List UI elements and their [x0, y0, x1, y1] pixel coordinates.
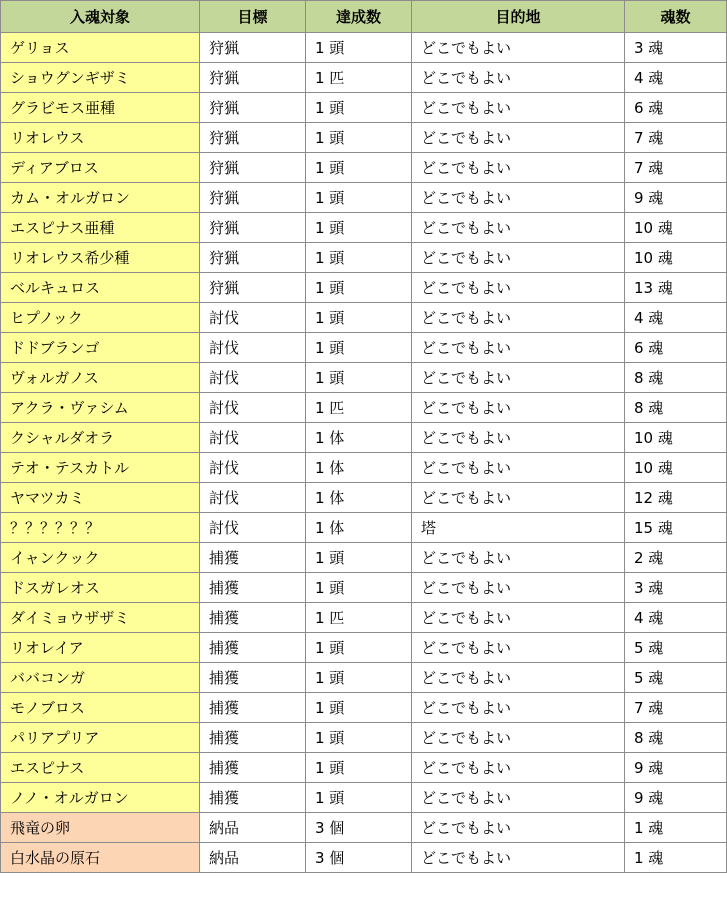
cell-count: 1 頭: [306, 243, 412, 273]
cell-destination: どこでもよい: [412, 243, 625, 273]
cell-count: 1 頭: [306, 123, 412, 153]
cell-souls: 9 魂: [625, 783, 727, 813]
cell-destination: どこでもよい: [412, 33, 625, 63]
cell-target: アクラ・ヴァシム: [1, 393, 200, 423]
cell-count: 1 頭: [306, 303, 412, 333]
cell-destination: どこでもよい: [412, 603, 625, 633]
cell-goal: 捕獲: [200, 693, 306, 723]
cell-goal: 討伐: [200, 483, 306, 513]
cell-goal: 討伐: [200, 333, 306, 363]
table-row: [1, 663, 727, 693]
header-goal: 目標: [200, 1, 306, 33]
cell-souls: 9 魂: [625, 183, 727, 213]
cell-target: ショウグンギザミ: [1, 63, 200, 93]
cell-count: 1 頭: [306, 633, 412, 663]
cell-destination: どこでもよい: [412, 693, 625, 723]
header-souls: 魂数: [625, 1, 727, 33]
cell-goal: 捕獲: [200, 633, 306, 663]
cell-target: テオ・テスカトル: [1, 453, 200, 483]
cell-souls: 3 魂: [625, 33, 727, 63]
cell-destination: どこでもよい: [412, 453, 625, 483]
cell-target: エスピナス亜種: [1, 213, 200, 243]
cell-target: イャンクック: [1, 543, 200, 573]
table-row: [1, 513, 727, 543]
cell-target: ゲリョス: [1, 33, 200, 63]
cell-destination: どこでもよい: [412, 153, 625, 183]
cell-destination: どこでもよい: [412, 813, 625, 843]
header-row: [1, 1, 727, 33]
cell-target: ヤマツカミ: [1, 483, 200, 513]
cell-souls: 13 魂: [625, 273, 727, 303]
cell-goal: 討伐: [200, 303, 306, 333]
cell-goal: 捕獲: [200, 723, 306, 753]
cell-goal: 捕獲: [200, 663, 306, 693]
cell-souls: 10 魂: [625, 213, 727, 243]
cell-target: カム・オルガロン: [1, 183, 200, 213]
table-row: [1, 843, 727, 873]
cell-target: クシャルダオラ: [1, 423, 200, 453]
cell-goal: 狩猟: [200, 123, 306, 153]
cell-goal: 捕獲: [200, 753, 306, 783]
cell-target: ダイミョウザザミ: [1, 603, 200, 633]
cell-souls: 7 魂: [625, 153, 727, 183]
table-row: [1, 33, 727, 63]
cell-souls: 4 魂: [625, 63, 727, 93]
cell-destination: どこでもよい: [412, 573, 625, 603]
table-row: [1, 153, 727, 183]
cell-count: 1 体: [306, 423, 412, 453]
table-row: [1, 183, 727, 213]
cell-target: エスピナス: [1, 753, 200, 783]
cell-count: 1 頭: [306, 333, 412, 363]
cell-souls: 10 魂: [625, 453, 727, 483]
cell-count: 1 頭: [306, 183, 412, 213]
cell-goal: 討伐: [200, 453, 306, 483]
cell-goal: 討伐: [200, 393, 306, 423]
cell-souls: 6 魂: [625, 93, 727, 123]
cell-count: 1 頭: [306, 663, 412, 693]
cell-goal: 討伐: [200, 423, 306, 453]
table-row: [1, 543, 727, 573]
cell-goal: 狩猟: [200, 93, 306, 123]
cell-souls: 7 魂: [625, 693, 727, 723]
table-row: [1, 783, 727, 813]
cell-count: 1 体: [306, 453, 412, 483]
cell-souls: 9 魂: [625, 753, 727, 783]
cell-count: 1 頭: [306, 693, 412, 723]
cell-destination: どこでもよい: [412, 663, 625, 693]
cell-target: ヒプノック: [1, 303, 200, 333]
header-target: 入魂対象: [1, 1, 200, 33]
cell-target: ババコンガ: [1, 663, 200, 693]
table-row: [1, 573, 727, 603]
cell-destination: どこでもよい: [412, 333, 625, 363]
table-row: [1, 753, 727, 783]
cell-count: 1 匹: [306, 393, 412, 423]
cell-target: ヴォルガノス: [1, 363, 200, 393]
cell-destination: どこでもよい: [412, 753, 625, 783]
cell-goal: 捕獲: [200, 543, 306, 573]
cell-destination: どこでもよい: [412, 123, 625, 153]
table-row: [1, 213, 727, 243]
cell-goal: 捕獲: [200, 603, 306, 633]
cell-goal: 討伐: [200, 363, 306, 393]
cell-souls: 5 魂: [625, 663, 727, 693]
cell-destination: どこでもよい: [412, 93, 625, 123]
cell-destination: どこでもよい: [412, 303, 625, 333]
cell-destination: どこでもよい: [412, 273, 625, 303]
cell-destination: どこでもよい: [412, 213, 625, 243]
cell-target: ディアブロス: [1, 153, 200, 183]
cell-goal: 狩猟: [200, 33, 306, 63]
cell-target: モノブロス: [1, 693, 200, 723]
cell-target: ドスガレオス: [1, 573, 200, 603]
table-row: [1, 363, 727, 393]
cell-goal: 狩猟: [200, 63, 306, 93]
cell-goal: 納品: [200, 843, 306, 873]
cell-target: 飛竜の卵: [1, 813, 200, 843]
cell-target: ベルキュロス: [1, 273, 200, 303]
cell-count: 1 頭: [306, 363, 412, 393]
cell-goal: 捕獲: [200, 783, 306, 813]
cell-destination: 塔: [412, 513, 625, 543]
cell-destination: どこでもよい: [412, 423, 625, 453]
table-row: [1, 813, 727, 843]
cell-souls: 2 魂: [625, 543, 727, 573]
table-row: [1, 63, 727, 93]
table-row: [1, 423, 727, 453]
cell-goal: 捕獲: [200, 573, 306, 603]
cell-destination: どこでもよい: [412, 633, 625, 663]
cell-count: 1 頭: [306, 783, 412, 813]
cell-count: 1 体: [306, 483, 412, 513]
cell-souls: 10 魂: [625, 243, 727, 273]
cell-target: ノノ・オルガロン: [1, 783, 200, 813]
table-row: [1, 483, 727, 513]
cell-destination: どこでもよい: [412, 363, 625, 393]
cell-count: 1 体: [306, 513, 412, 543]
table-row: [1, 93, 727, 123]
cell-count: 1 頭: [306, 93, 412, 123]
table-row: [1, 333, 727, 363]
cell-destination: どこでもよい: [412, 393, 625, 423]
cell-souls: 3 魂: [625, 573, 727, 603]
cell-destination: どこでもよい: [412, 63, 625, 93]
cell-goal: 狩猟: [200, 243, 306, 273]
table-row: [1, 273, 727, 303]
cell-target: グラビモス亜種: [1, 93, 200, 123]
cell-souls: 6 魂: [625, 333, 727, 363]
cell-target: リオレイア: [1, 633, 200, 663]
cell-souls: 1 魂: [625, 813, 727, 843]
cell-destination: どこでもよい: [412, 723, 625, 753]
cell-count: 1 頭: [306, 33, 412, 63]
cell-souls: 8 魂: [625, 363, 727, 393]
cell-target: リオレウス: [1, 123, 200, 153]
cell-souls: 15 魂: [625, 513, 727, 543]
header-destination: 目的地: [412, 1, 625, 33]
cell-goal: 納品: [200, 813, 306, 843]
cell-destination: どこでもよい: [412, 543, 625, 573]
cell-goal: 狩猟: [200, 153, 306, 183]
cell-count: 1 頭: [306, 573, 412, 603]
cell-count: 1 頭: [306, 213, 412, 243]
cell-goal: 狩猟: [200, 213, 306, 243]
cell-target: リオレウス希少種: [1, 243, 200, 273]
cell-destination: どこでもよい: [412, 483, 625, 513]
cell-souls: 8 魂: [625, 723, 727, 753]
cell-destination: どこでもよい: [412, 183, 625, 213]
table-row: [1, 633, 727, 663]
cell-souls: 4 魂: [625, 303, 727, 333]
cell-souls: 4 魂: [625, 603, 727, 633]
cell-count: 1 頭: [306, 153, 412, 183]
cell-count: 1 匹: [306, 603, 412, 633]
cell-goal: 討伐: [200, 513, 306, 543]
cell-souls: 7 魂: [625, 123, 727, 153]
table-header: [1, 1, 727, 33]
cell-count: 3 個: [306, 843, 412, 873]
table-row: [1, 693, 727, 723]
table-body: [1, 33, 727, 873]
cell-destination: どこでもよい: [412, 843, 625, 873]
cell-target: ドドブランゴ: [1, 333, 200, 363]
cell-souls: 10 魂: [625, 423, 727, 453]
cell-souls: 1 魂: [625, 843, 727, 873]
cell-goal: 狩猟: [200, 273, 306, 303]
header-count: 達成数: [306, 1, 412, 33]
cell-target: 白水晶の原石: [1, 843, 200, 873]
cell-target: パリアプリア: [1, 723, 200, 753]
cell-target: ？？？？？？: [1, 513, 200, 543]
cell-goal: 狩猟: [200, 183, 306, 213]
cell-destination: どこでもよい: [412, 783, 625, 813]
table-row: [1, 393, 727, 423]
cell-souls: 12 魂: [625, 483, 727, 513]
cell-souls: 8 魂: [625, 393, 727, 423]
table-row: [1, 603, 727, 633]
cell-count: 1 頭: [306, 273, 412, 303]
cell-count: 1 匹: [306, 63, 412, 93]
cell-count: 3 個: [306, 813, 412, 843]
cell-souls: 5 魂: [625, 633, 727, 663]
cell-count: 1 頭: [306, 543, 412, 573]
table-row: [1, 453, 727, 483]
cell-count: 1 頭: [306, 723, 412, 753]
table-row: [1, 123, 727, 153]
table-row: [1, 723, 727, 753]
cell-count: 1 頭: [306, 753, 412, 783]
table-row: [1, 303, 727, 333]
table-row: [1, 243, 727, 273]
